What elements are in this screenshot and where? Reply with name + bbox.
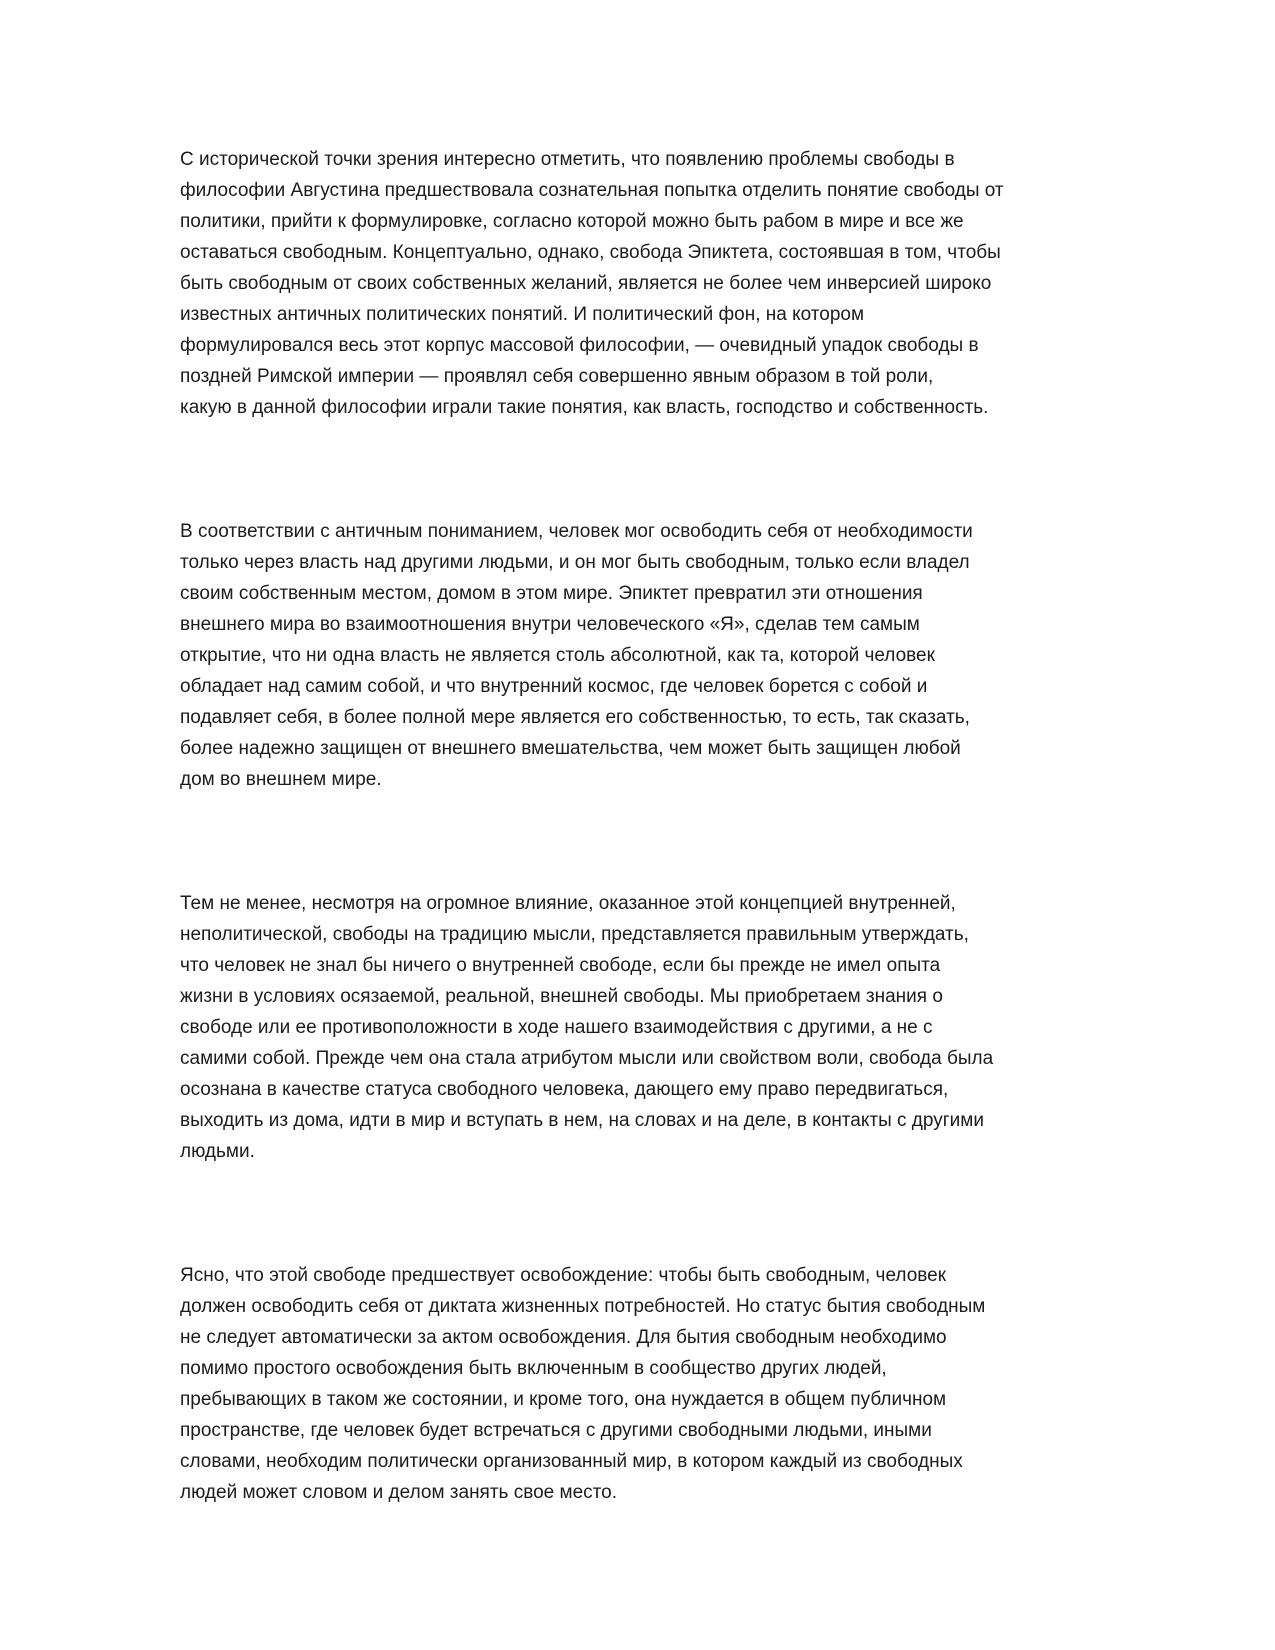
text-line: жизни в условиях осязаемой, реальной, внешней свободы. Мы приобретаем знания о [180, 986, 943, 1007]
paragraph-2 [180, 516, 1048, 795]
text-line: свободе или ее противоположности в ходе нашего взаимодействия с другими, а не с [180, 1017, 933, 1038]
text-line: Ясно, что этой свободе предшествует освобождение: чтобы быть свободным, человек [180, 1265, 947, 1286]
text-line: Тем не менее, несмотря на огромное влияние, оказанное этой концепцией внутренней, [180, 893, 956, 914]
paragraph-1 [180, 144, 1048, 423]
text-line: своим собственным местом, домом в этом мире. Эпиктет превратил эти отношения [180, 583, 923, 604]
text-line: самими собой. Прежде чем она стала атрибутом мысли или свойством воли, свобода была [180, 1048, 994, 1069]
text-line: В соответствии с античным пониманием, человек мог освободить себя от необходимости [180, 521, 973, 542]
text-line: только через власть над другими людьми, и он мог быть свободным, только если владел [180, 552, 970, 573]
text-line: неполитической, свободы на традицию мысли, представляется правильным утверждать, [180, 924, 969, 945]
text-line: С исторической точки зрения интересно отметить, что появлению проблемы свободы в [180, 149, 955, 170]
text-line: должен освободить себя от диктата жизненных потребностей. Но статус бытия свободным [180, 1296, 986, 1317]
text-line: внешнего мира во взаимоотношения внутри человеческого «Я», сделав тем самым [180, 614, 920, 635]
text-line: какую в данной философии играли такие понятия, как власть, господство и собственность. [180, 397, 989, 418]
text-line: оставаться свободным. Концептуально, однако, свобода Эпиктета, состоявшая в том, чтобы [180, 242, 1001, 263]
text-line: политики, прийти к формулировке, согласно которой можно быть рабом в мире и все же [180, 211, 964, 232]
text-line: философии Августина предшествовала сознательная попытка отделить понятие свободы от [180, 180, 1004, 201]
text-line: известных античных политических понятий. И политический фон, на котором [180, 304, 865, 325]
text-line: более надежно защищен от внешнего вмешательства, чем может быть защищен любой [180, 738, 961, 759]
text-line: открытие, что ни одна власть не является столь абсолютной, как та, которой человек [180, 645, 935, 666]
text-line: людей может словом и делом занять свое место. [180, 1482, 617, 1503]
text-line: людьми. [180, 1141, 255, 1162]
text-line: помимо простого освобождения быть включенным в сообщество других людей, [180, 1358, 887, 1379]
text-line: формулировался весь этот корпус массовой философии, — очевидный упадок свободы в [180, 335, 979, 356]
document-page [180, 144, 1048, 1508]
text-line: дом во внешнем мире. [180, 769, 382, 790]
text-line: обладает над самим собой, и что внутренний космос, где человек борется с собой и [180, 676, 928, 697]
paragraph-3 [180, 888, 1048, 1167]
text-line: быть свободным от своих собственных желаний, является не более чем инверсией широко [180, 273, 992, 294]
text-line: поздней Римской империи — проявлял себя совершенно явным образом в той роли, [180, 366, 934, 387]
text-line: словами, необходим политически организованный мир, в котором каждый из свободных [180, 1451, 963, 1472]
text-line: что человек не знал бы ничего о внутренней свободе, если бы прежде не имел опыта [180, 955, 941, 976]
text-line: пребывающих в таком же состоянии, и кроме того, она нуждается в общем публичном [180, 1389, 947, 1410]
text-line: осознана в качестве статуса свободного человека, дающего ему право передвигаться, [180, 1079, 949, 1100]
paragraph-4 [180, 1260, 1048, 1508]
text-line: выходить из дома, идти в мир и вступать в нем, на словах и на деле, в контакты с другими [180, 1110, 984, 1131]
text-line: не следует автоматически за актом освобождения. Для бытия свободным необходимо [180, 1327, 947, 1348]
text-line: пространстве, где человек будет встречаться с другими свободными людьми, иными [180, 1420, 932, 1441]
text-line: подавляет себя, в более полной мере является его собственностью, то есть, так сказать, [180, 707, 970, 728]
